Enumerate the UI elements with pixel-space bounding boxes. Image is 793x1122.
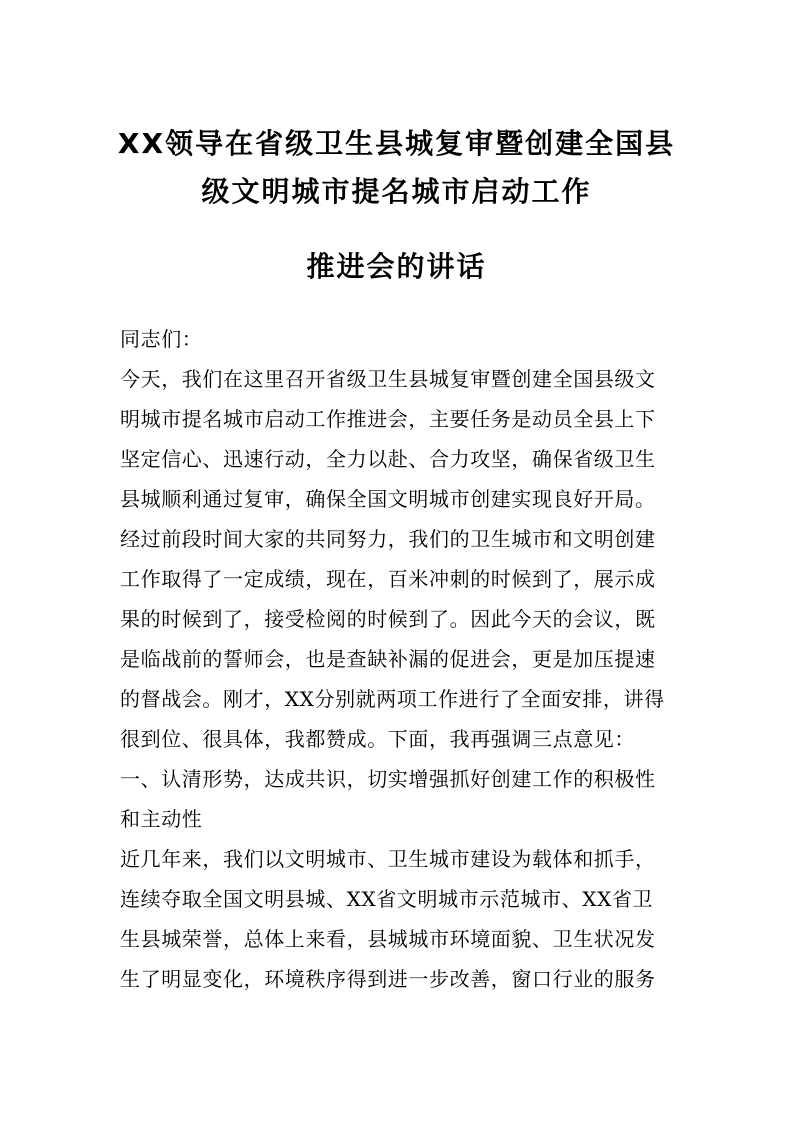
body-line: 连续夺取全国文明县城、XX省文明城市示范城市、XX省卫	[120, 887, 654, 911]
document-title-line-1: XX领导在省级卫生县城复审暨创建全国县	[117, 127, 676, 160]
body-line: 县城顺利通过复审，确保全国文明城市创建实现良好开局。	[120, 487, 656, 511]
body-line: 明城市提名城市启动工作推进会，主要任务是动员全县上下	[120, 407, 656, 431]
body-line: 是临战前的誓师会，也是查缺补漏的促进会，更是加压提速	[120, 647, 656, 671]
body-line: 工作取得了一定成绩，现在，百米冲刺的时候到了，展示成	[120, 567, 656, 591]
body-line: 坚定信心、迅速行动，全力以赴、合力攻坚，确保省级卫生	[120, 447, 656, 471]
document-title-line-2: 级文明城市提名城市启动工作	[201, 175, 592, 208]
document-title-line-3: 推进会的讲话	[306, 250, 487, 283]
body-line-salutation: 同志们：	[120, 327, 203, 351]
body-line: 生了明显变化，环境秩序得到进一步改善，窗口行业的服务	[120, 967, 656, 991]
body-line: 经过前段时间大家的共同努力，我们的卫生城市和文明创建	[120, 527, 656, 551]
section-heading-1-continued: 和主动性	[120, 807, 203, 831]
body-line: 果的时候到了，接受检阅的时候到了。因此今天的会议，既	[120, 607, 656, 631]
body-line: 近几年来，我们以文明城市、卫生城市建设为载体和抓手，	[120, 847, 656, 871]
body-line: 的督战会。刚才，XX分别就两项工作进行了全面安排，讲得	[120, 687, 665, 711]
document-body	[120, 319, 676, 999]
body-line: 今天，我们在这里召开省级卫生县城复审暨创建全国县级文	[120, 367, 656, 391]
section-heading-1: 一、认清形势，达成共识，切实增强抓好创建工作的积极性	[120, 767, 656, 791]
body-line: 很到位、很具体，我都赞成。下面，我再强调三点意见：	[120, 727, 635, 751]
body-line: 生县城荣誉，总体上来看，县城城市环境面貌、卫生状况发	[120, 927, 656, 951]
